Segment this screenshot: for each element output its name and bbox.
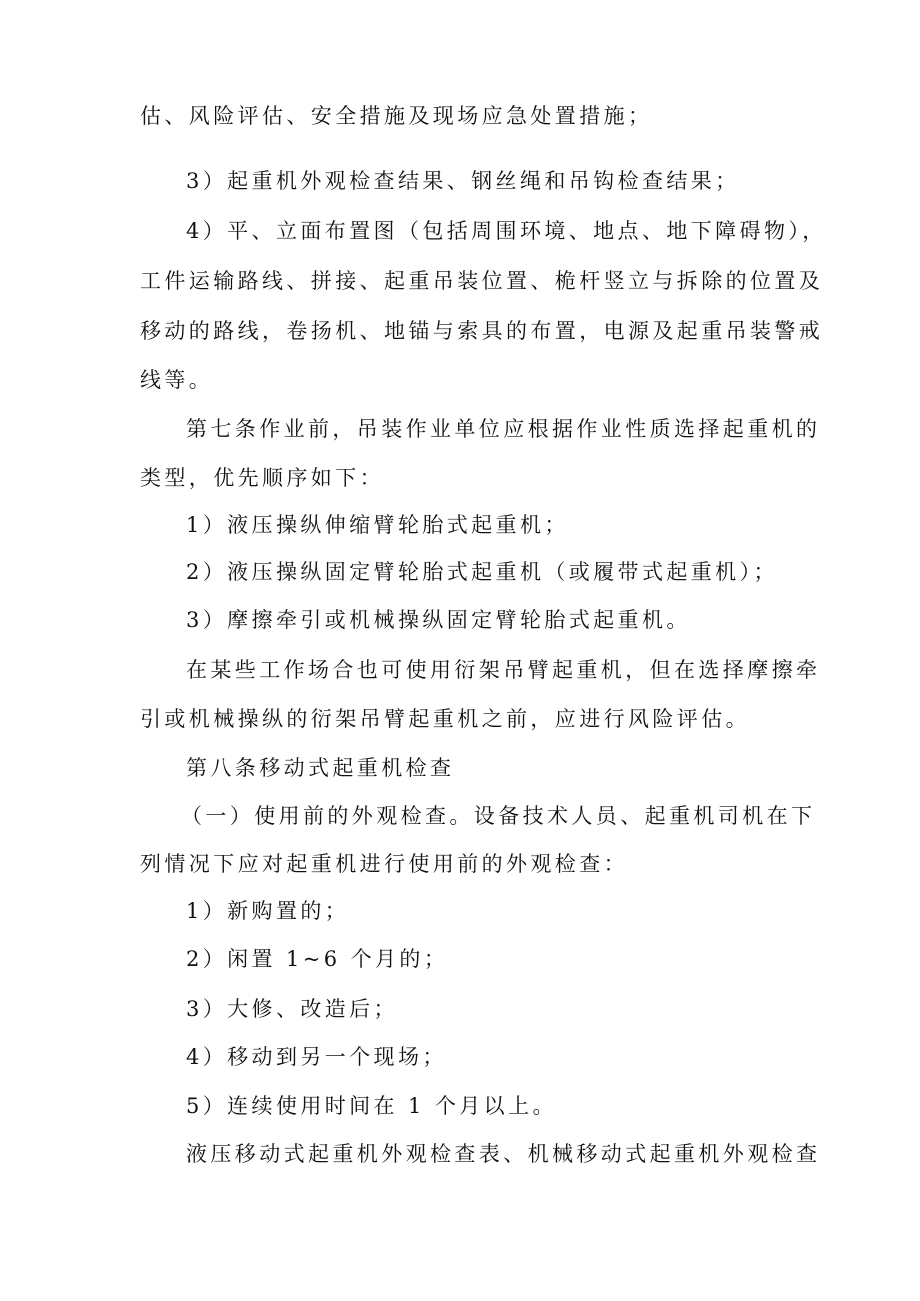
text-line: 移动的路线，卷扬机、地锚与索具的布置，电源及起重吊装警戒 <box>140 319 824 343</box>
text-line: 3）大修、改造后； <box>186 997 398 1021</box>
text-line: 1）液压操纵伸缩臂轮胎式起重机； <box>186 513 569 537</box>
text-line: 1）新购置的； <box>186 899 350 923</box>
text-line: 2）闲置 1~6 个月的； <box>186 947 449 971</box>
text-line: 4）移动到另一个现场； <box>186 1045 447 1069</box>
text-line: 线等。 <box>140 368 214 392</box>
text-line: 液压移动式起重机外观检查表、机械移动式起重机外观检查 <box>186 1142 821 1166</box>
text-line: 4）平、立面布置图（包括周围环境、地点、地下障碍物）， <box>186 219 827 243</box>
text-line: 5）连续使用时间在 1 个月以上。 <box>186 1094 557 1118</box>
text-line: 3）起重机外观检查结果、钢丝绳和吊钩检查结果； <box>186 169 740 193</box>
text-line: 2）液压操纵固定臂轮胎式起重机（或履带式起重机）； <box>186 560 778 584</box>
text-line: 在某些工作场合也可使用衍架吊臂起重机，但在选择摩擦牵 <box>186 658 821 682</box>
text-line: 3）摩擦牵引或机械操纵固定臂轮胎式起重机。 <box>186 608 691 632</box>
text-line: 列情况下应对起重机进行使用前的外观检查： <box>140 852 628 876</box>
text-line: 引或机械操纵的衍架吊臂起重机之前，应进行风险评估。 <box>140 707 750 731</box>
text-line: 第七条作业前，吊装作业单位应根据作业性质选择起重机的 <box>186 417 821 441</box>
text-line: 类型，优先顺序如下： <box>140 466 384 490</box>
text-line: 第八条移动式起重机检查 <box>186 756 455 780</box>
text-line: （一）使用前的外观检查。设备技术人员、起重机司机在下 <box>181 804 816 828</box>
text-line: 工件运输路线、拼接、起重吊装位置、桅杆竖立与拆除的位置及 <box>140 269 824 293</box>
text-line: 估、风险评估、安全措施及现场应急处置措施； <box>140 104 653 128</box>
